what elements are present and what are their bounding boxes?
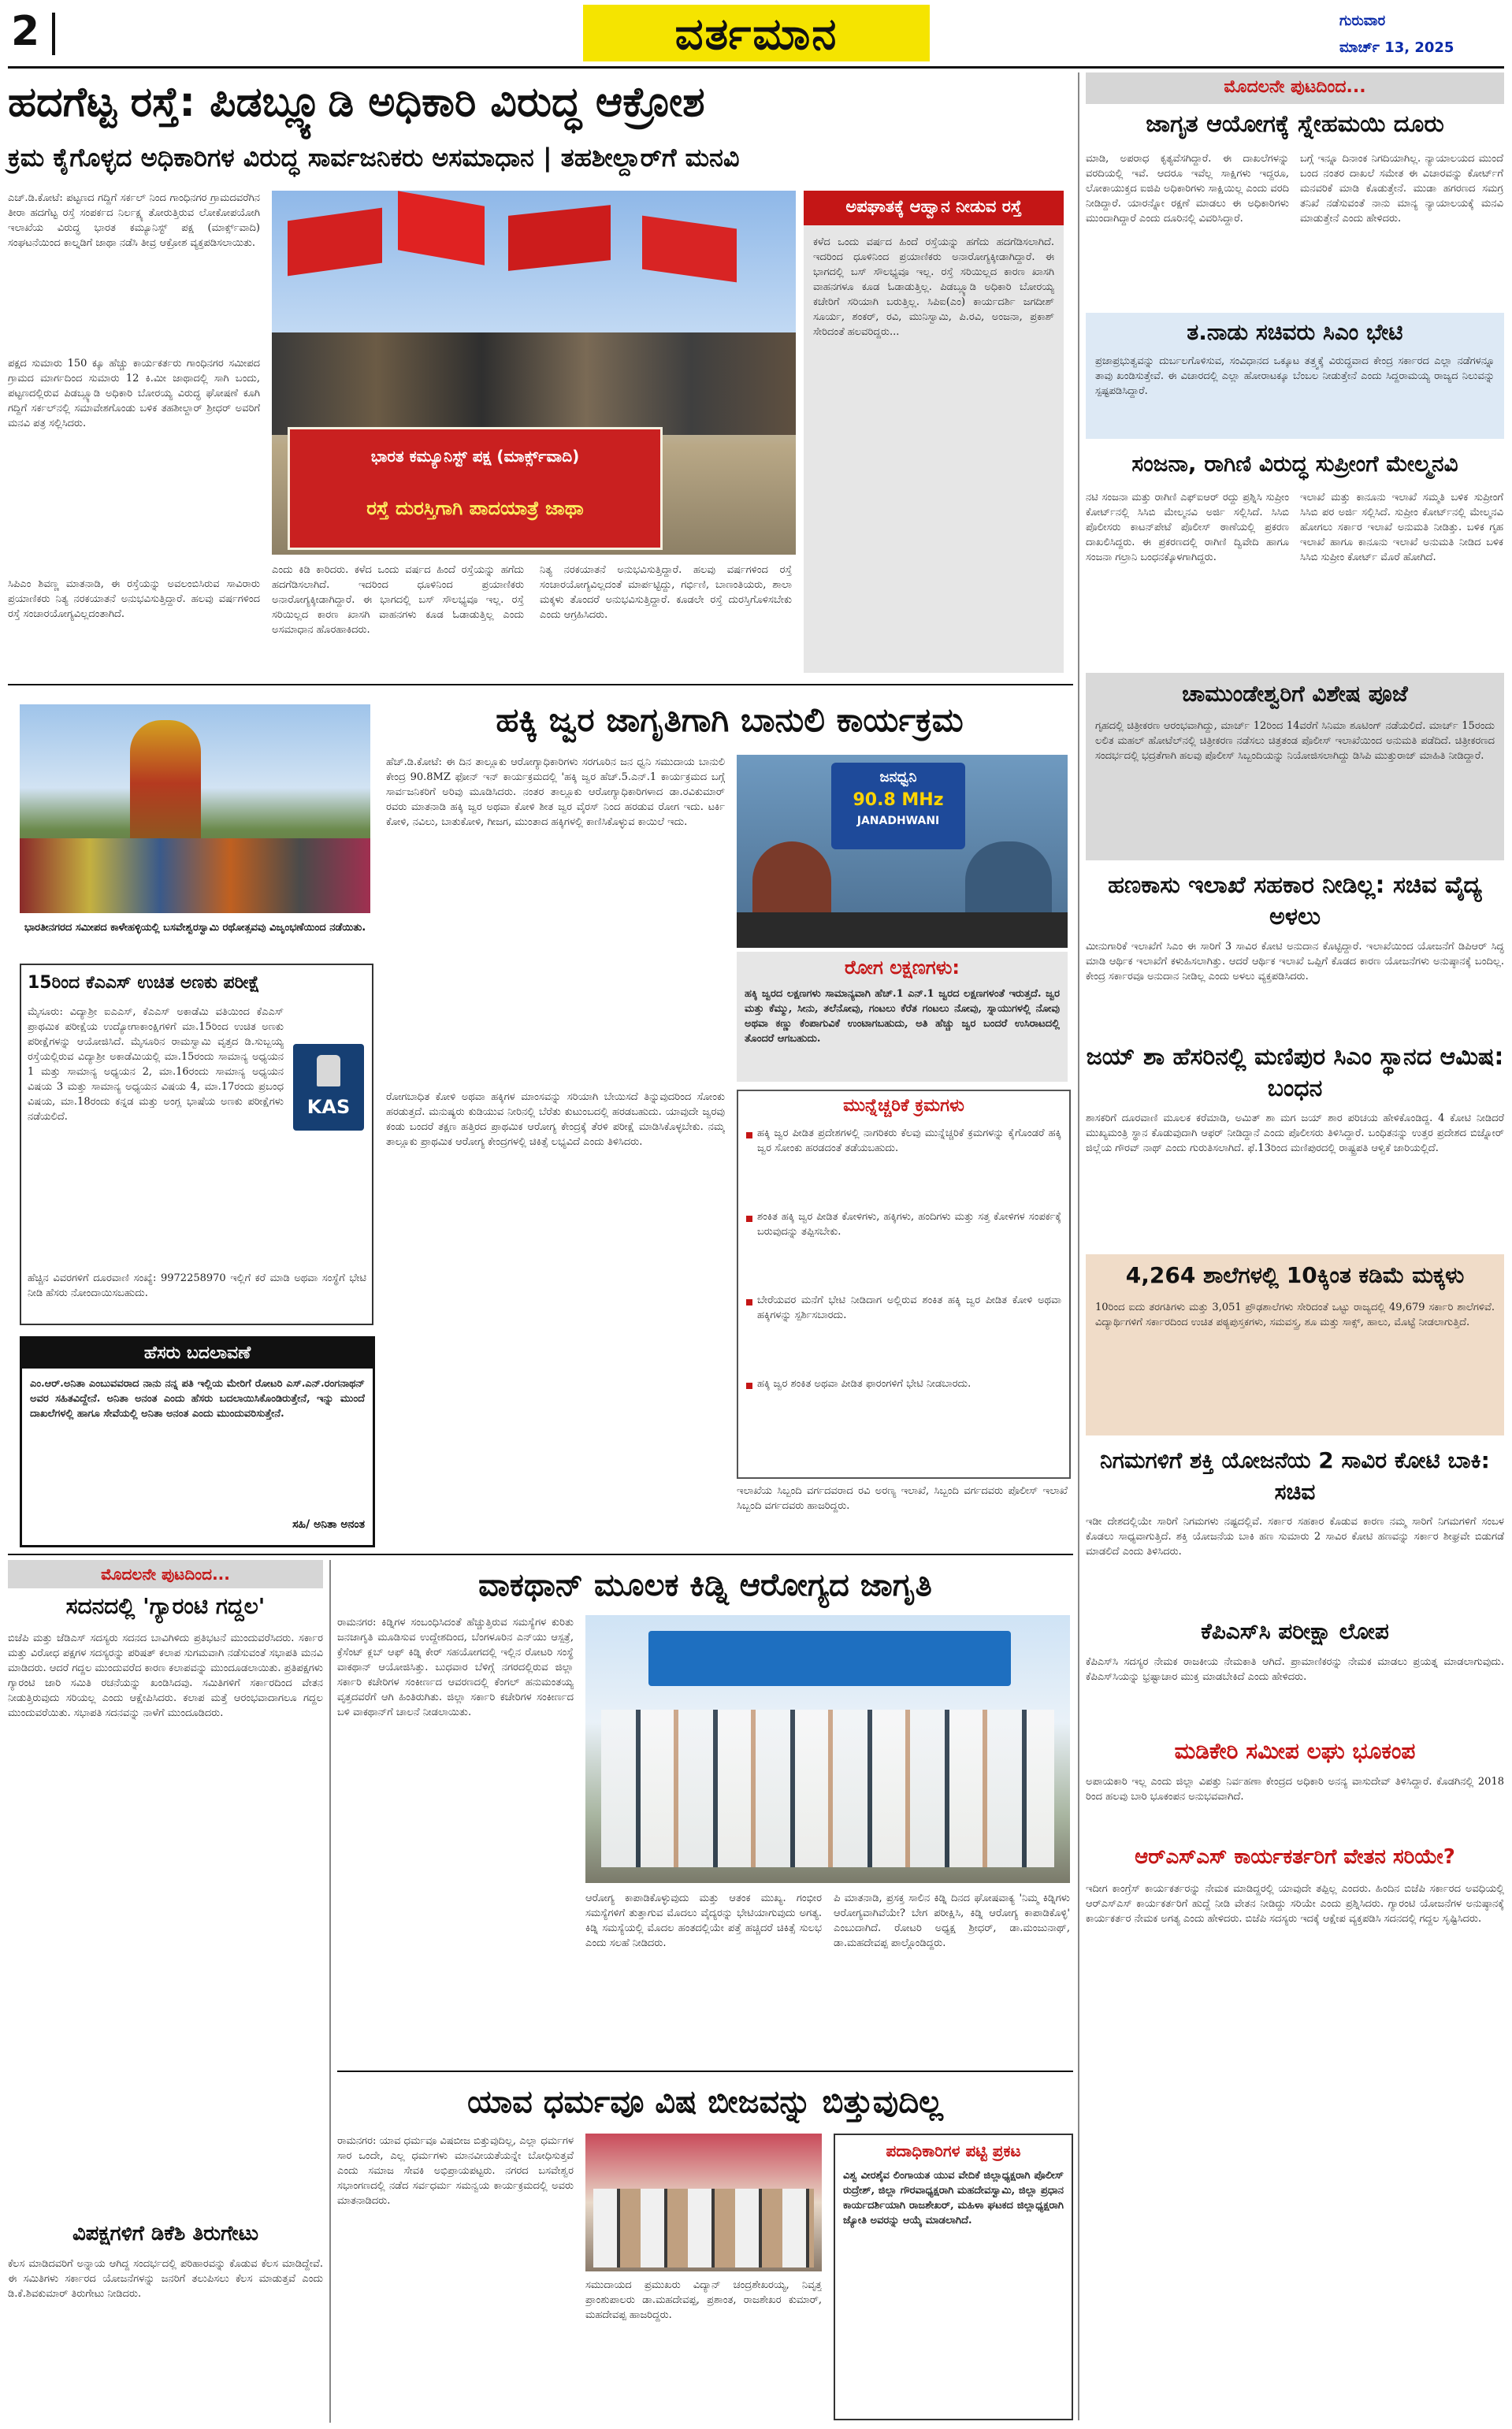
page-number: 2 <box>11 8 40 55</box>
lead-col-4: ಎಂದು ಕಿಡಿ ಕಾರಿದರು. ಕಳೆದ ಒಂದು ವರ್ಷದ ಹಿಂದೆ ರಸ್ತೆಯನ್ನು ಹಗೆದು ಹದಗೆಡಿಸಲಾಗಿದೆ. ಇದರಿಂದ ಧೂಳಿನಿಂದ ಪ್ರಯಾಣಿಕರು ಅನಾರೋಗ್ಯಕ್ಕೀಡಾಗಿದ್ದಾರೆ. ಈ ಭಾಗದಲ್ಲಿ ಬಸ್ ಸೌಲಭ್ಯವೂ ಇಲ್ಲ. ರಸ್ತೆ ಸರಿಯಿಲ್ಲದ ಕಾರಣ ಖಾಸಗಿ ವಾಹನಗಳು ಕೂಡ ಓಡಾಡುತ್ತಿಲ್ಲ ಎಂದು ಅಸಮಾಧಾನ ಹೊರಹಾಕಿದರು. <box>272 564 524 636</box>
religion-col-1: ರಾಮನಗರ: ಯಾವ ಧರ್ಮವೂ ವಿಷಬೀಜ ಬಿತ್ತುವುದಿಲ್ಲ, ಎಲ್ಲಾ ಧರ್ಮಗಳ ಸಾರ ಒಂದೇ, ಎಲ್ಲ ಧರ್ಮಗಳು ಮಾನವೀಯತೆಯನ್ನೇ ಬೋಧಿಸುತ್ತವೆ ಎಂದು ಸಮಾಜ ಸೇವಕಿ ಅಭಿಪ್ರಾಯಪಟ್ಟರು. ನಗರದ ಬಸವೇಶ್ವರ ಸಭಾಂಗಣದಲ್ಲಿ ನಡೆದ ಸರ್ವಧರ್ಮ ಸಮನ್ವಯ ಕಾರ್ಯಕ್ರಮದಲ್ಲಿ ಅವರು ಮಾತನಾಡಿದರು. <box>337 2135 574 2207</box>
walkathon-photo <box>585 1615 1070 1883</box>
walkathon-banner <box>648 1631 1011 1686</box>
precautions-title: ಮುನ್ನೆಚ್ಚರಿಕೆ ಕ್ರಮಗಳು <box>843 1096 964 1116</box>
sidebar-title: ಅಪಘಾತಕ್ಕೆ ಆಹ್ವಾನ ನೀಡುವ ರಸ್ತೆ <box>845 197 1022 216</box>
emblem-icon <box>317 1055 340 1086</box>
name-change-title: ಹೆಸರು ಬದಲಾವಣೆ <box>143 1343 251 1363</box>
masthead-rule <box>8 66 1504 69</box>
walkathon-col-2: ಆರೋಗ್ಯ ಕಾಪಾಡಿಕೊಳ್ಳುವುದು ಮತ್ತು ಆತಂಕ ಮುಖ್ಯ. ಗಂಭೀರ ಸಮಸ್ಯೆಗಳಿಗೆ ತುತ್ತಾಗುವ ಮೊದಲು ವೈದ್ಯರನ್ನು ಭೇಟಿಯಾಗುವುದು ಅಗತ್ಯ. ಕಿಡ್ನಿ ಸಮಸ್ಯೆಯಲ್ಲಿ ಮೊದಲ ಹಂತದಲ್ಲಿಯೇ ಪತ್ತೆ ಹಚ್ಚಿದರೆ ಚಿಕಿತ್ಸೆ ಸುಲಭ ಎಂದು ಸಲಹೆ ನೀಡಿದರು. <box>585 1892 822 1949</box>
finance-body: ಮೀನುಗಾರಿಕೆ ಇಲಾಖೆಗೆ ಸಿಎಂ ಈ ಸಾರಿಗೆ 3 ಸಾವಿರ ಕೋಟಿ ಅನುದಾನ ಕೊಟ್ಟಿದ್ದಾರೆ. ಇಲಾಖೆಯಿಂದ ಯೋಜನೆಗೆ ಡಿಪಿಆರ್ ಸಿದ್ಧ ಮಾಡಿ ಆರ್ಥಿಕ ಇಲಾಖೆಗೆ ಕಳುಹಿಸಲಾಗಿತ್ತು. ಆದರೆ ಆರ್ಥಿಕ ಇಲಾಖೆ ಒಪ್ಪಿಗೆ ಕೊಡದ ಕಾರಣ ಯೋಜನೆಗಳು ಅನುಷ್ಠಾನಕ್ಕೆ ಬಂದಿಲ್ಲ. ಕೇಂದ್ರ ಸರ್ಕಾರವೂ ಅನುದಾನ ನೀಡಿಲ್ಲ ಎಂದು ಅಳಲು ವ್ಯಕ್ತಪಡಿಸಿದರು. <box>1086 941 1504 982</box>
bullet-icon <box>746 1299 752 1305</box>
quake-body: ಅಪಾಯಕಾರಿ ಇಲ್ಲ ಎಂದು ಜಿಲ್ಲಾ ವಿಪತ್ತು ನಿರ್ವಹಣಾ ಕೇಂದ್ರದ ಅಧಿಕಾರಿ ಅನನ್ಯ ವಾಸುದೇವ್ ತಿಳಿಸಿದ್ದಾರೆ. ಕೊಡಗಿನಲ್ಲಿ 2018 ರಿಂದ ಹಲವು ಬಾರಿ ಭೂಕಂಪನ ಅನುಭವವಾಗಿದೆ. <box>1086 1776 1504 1803</box>
flag-1 <box>288 208 382 277</box>
tn-cm-title: ತ.ನಾಡು ಸಚಿವರು ಸಿಎಂ ಭೇಟಿ <box>1187 319 1403 345</box>
name-change-sign: ಸಹಿ/ ಅನಿತಾ ಅನಂತ <box>292 1518 365 1531</box>
banner-line-2: ರಸ್ತೆ ದುರಸ್ತಿಗಾಗಿ ಪಾದಯಾತ್ರೆ ಜಾಥಾ <box>366 497 584 519</box>
chariot <box>130 720 201 846</box>
chamundi-body: ಗೃಹದಲ್ಲಿ ಚಿತ್ರೀಕರಣ ಆರಂಭವಾಗಿದ್ದು, ಮಾರ್ಚ್ 12ರಿಂದ 14ವರೆಗೆ ಸಿನಿಮಾ ಶೂಟಿಂಗ್ ನಡೆಯಲಿದೆ. ಮಾರ್ಚ್ 15ರಂದು ಲಲಿತ ಮಹಲ್ ಹೋಟೆಲ್‌ನಲ್ಲಿ ಚಿತ್ರೀಕರಣ ನಡೆಸಲು ಚಿತ್ರತಂಡ ಪೊಲೀಸ್ ಇಲಾಖೆಯಿಂದ ಅನುಮತಿ ಪಡೆದಿದೆ. ಚಿತ್ರೀಕರಣದ ಸಂದರ್ಭದಲ್ಲಿ ಭದ್ರತೆಗಾಗಿ ಹಲವು ಪೊಲೀಸ್ ಸಿಬ್ಬಂದಿಯನ್ನು ನಿಯೋಜಿಸಲಾಗಿದ್ದು ಡಿಸಿಪಿ ಮುತ್ತುರಾಜ್ ಮಾಹಿತಿ ನೀಡಿದ್ದಾರೆ. <box>1095 720 1495 762</box>
office-bearers-title: ಪದಾಧಿಕಾರಿಗಳ ಪಟ್ಟಿ ಪ್ರಕಟ <box>886 2141 1021 2160</box>
banner-line-1: ಭಾರತ ಕಮ್ಯೂನಿಸ್ಟ್ ಪಕ್ಷ (ಮಾರ್ಕ್ಸ್‌ವಾದಿ) <box>370 447 580 466</box>
bullet-icon <box>746 1216 752 1222</box>
continued-tag: ಮೊದಲನೇ ಪುಟದಿಂದ... <box>1224 77 1366 97</box>
precaution-2: ಶಂಕಿತ ಹಕ್ಕಿ ಜ್ವರ ಪೀಡಿತ ಕೋಳಿಗಳು, ಹಕ್ಕಿಗಳು, ಹಂದಿಗಳು ಮತ್ತು ಸತ್ತ ಕೋಳಿಗಳ ಸಂಪರ್ಕಕ್ಕೆ ಬರುವುದನ್ನು ತಪ್ಪಿಸಬೇಕು. <box>757 1211 1061 1238</box>
guarantee-tag: ಮೊದಲನೇ ಪುಟದಿಂದ... <box>101 1565 230 1584</box>
bird-flu-bottom: ಇಲಾಖೆಯ ಸಿಬ್ಬಂದಿ ವರ್ಗದವರಾದ ರವಿ ಅರಣ್ಯ ಇಲಾಖೆ, ಸಿಬ್ಬಂದಿ ವರ್ಗದವರು ಪೊಲೀಸ್ ಇಲಾಖೆ ಸಿಬ್ಬಂದಿ ವರ್ಗದವರು ಹಾಜರಿದ್ದರು. <box>737 1485 1068 1512</box>
bird-flu-headline: ಹಕ್ಕಿ ಜ್ವರ ಜಾಗೃತಿಗಾಗಿ ಬಾನುಲಿ ಕಾರ್ಯಕ್ರಮ <box>496 700 964 739</box>
page-number-divider <box>52 13 55 55</box>
kpsc-body: ಕೆಪಿಎಸ್‌ಸಿ ಸದಸ್ಯರ ನೇಮಕ ರಾಜಕೀಯ ನೇಮಕಾತಿ ಆಗಿದೆ. ಪ್ರಾಮಾಣಿಕರನ್ನು ನೇಮಕ ಮಾಡಲು ಪ್ರಯತ್ನ ಮಾಡಲಾಗುವುದು. ಕೆಪಿಎಸ್‌ಸಿಯನ್ನು ಭ್ರಷ್ಟಾಚಾರ ಮುಕ್ತ ಮಾಡಬೇಕಿದೆ ಎಂದು ಹೇಳಿದರು. <box>1086 1656 1504 1683</box>
kas-badge: KAS <box>306 1096 351 1118</box>
station-sign <box>831 763 965 849</box>
right-rail <box>1086 72 1504 2424</box>
lead-sidebar <box>804 191 1064 673</box>
precaution-3: ಬೇರೆಯವರ ಮನೆಗೆ ಭೇಟಿ ನೀಡಿದಾಗ ಅಲ್ಲಿರುವ ಶಂಕಿತ ಹಕ್ಕಿ ಜ್ವರ ಪೀಡಿತ ಕೋಳಿ ಅಥವಾ ಹಕ್ಕಿಗಳನ್ನು ಸ್ಪರ್ಶಿಸಬಾರದು. <box>757 1294 1061 1321</box>
lead-col-2: ಪಕ್ಷದ ಸುಮಾರು 150 ಕ್ಕೂ ಹೆಚ್ಚು ಕಾರ್ಯಕರ್ತರು ಗಾಂಧಿನಗರ ಸಮೀಪದ ಗ್ರಾಮದ ಮಾರ್ಗದಿಂದ ಸುಮಾರು 12 ಕಿ.ಮೀ ಜಾಥಾದಲ್ಲಿ ಸಾಗಿ ಬಂದು, ಪಟ್ಟಣದಲ್ಲಿರುವ ಪಿಡಬ್ಲ್ಯೂಡಿ ಅಧಿಕಾರಿ ಬೋರಯ್ಯ ವಿರುದ್ಧ ಘೋಷಣೆ ಕೂಗಿ ಗದ್ದಿಗೆ ಸರ್ಕಲ್‌ನಲ್ಲಿ ಸಮಾವೇಶಗೊಂಡು ಬಳಿಕ ತಹಶೀಲ್ದಾರ್ ಶ್ರೀಧರ್ ಅವರಿಗೆ ಮನವಿ ಪತ್ರ ಸಲ್ಲಿಸಿದರು. <box>8 358 260 429</box>
sanjana-col-2: ಇಲಾಖೆ ಮತ್ತು ಕಾನೂನು ಇಲಾಖೆ ಸಮ್ಮತಿ ಬಳಿಕ ಸುಪ್ರೀಂಗೆ ಸಿಸಿಬಿ ಪರ ಅರ್ಜಿ ಸಲ್ಲಿಸಿದೆ. ಸುಪ್ರೀಂ ಕೋರ್ಟ್‌ನಲ್ಲಿ ಮೇಲ್ಮನವಿ ಹೋಗಲು ಸರ್ಕಾರ ಇಲಾಖೆ ಅನುಮತಿ ನೀಡಿತ್ತು. ಬಳಿಕ ಗೃಹ ಇಲಾಖೆ ಹಾಗೂ ಕಾನೂನು ಇಲಾಖೆ ಅನುಮತಿ ನೀಡಿದ ಬಳಿಕ ಸಿಸಿಬಿ ಸುಪ್ರೀಂ ಕೋರ್ಟ್ ಮೊರೆ ಹೋಗಿದೆ. <box>1300 492 1503 563</box>
bullet-icon <box>746 1132 752 1138</box>
guarantee-title: ಸದನದಲ್ಲಿ 'ಗ್ಯಾರಂಟಿ ಗದ್ದಲ' <box>65 1593 266 1619</box>
lead-photo <box>272 191 796 555</box>
lead-col-1: ಎಚ್.ಡಿ.ಕೋಟೆ: ಪಟ್ಟಣದ ಗದ್ದಿಗೆ ಸರ್ಕಲ್ ನಿಂದ ಗಾಂಧಿನಗರ ಗ್ರಾಮದವರೆಗಿನ ತೀರಾ ಹದಗೆಟ್ಟ ರಸ್ತೆ ಸಂಪರ್ಕದ ನಿರ್ಲಕ್ಷ್ಯ ತೋರುತ್ತಿರುವ ಲೋಕೋಪಯೋಗಿ ಇಲಾಖೆಯ ವಿರುದ್ಧ ಭಾರತ ಕಮ್ಯೂನಿಸ್ಟ್ ಪಕ್ಷ (ಮಾರ್ಕ್ಸ್‌ವಾದಿ) ಸಂಘಟನೆಯಿಂದ ಕಾಲ್ನಡಿಗೆ ಜಾಥಾ ನಡೆಸಿ ತೀವ್ರ ಆಕ್ರೋಶ ವ್ಯಕ್ತಪಡಿಸಲಾಯಿತು. <box>8 192 260 249</box>
bullet-icon <box>746 1383 752 1389</box>
symptoms-body: ಹಕ್ಕಿ ಜ್ವರದ ಲಕ್ಷಣಗಳು ಸಾಮಾನ್ಯವಾಗಿ ಹೆಚ್.1 ಎನ್.1 ಜ್ವರದ ಲಕ್ಷಣಗಳಂತೆ ಇರುತ್ತದೆ. ಜ್ವರ ಮತ್ತು ಕೆಮ್ಮು, ಸೀನು, ತಲೆನೋವು, ಗಂಟಲು ಕೆರೆತ ಗಂಟಲು ನೋವು, ಸ್ನಾಯುಗಳಲ್ಲಿ ನೋವು ಅಥವಾ ಕಣ್ಣು ಕೆಂಪಾಗುವಿಕೆ ಉಂಟಾಗಬಹುದು, ಅತಿ ಹೆಚ್ಚು ಜ್ವರ ಬಂದರೆ ಉಸಿರಾಟದಲ್ಲಿ ತೊಂದರೆ ಆಗಬಹುದು. <box>745 988 1060 1045</box>
issue-day: ಗುರುವಾರ <box>1339 13 1386 29</box>
newspaper-name: ವರ್ತಮಾನ <box>674 9 838 60</box>
precautions-box <box>737 1090 1071 1479</box>
kas-body-top: ಮೈಸೂರು: ವಿದ್ಯಾಶ್ರೀ ಐಎಎಸ್, ಕೆಎಎಸ್ ಅಕಾಡೆಮಿ ವತಿಯಿಂದ ಕೆಎಎಸ್ ಪ್ರಾಥಮಿಕ ಪರೀಕ್ಷೆಯ ಉದ್ಯೋಗಾಕಾಂಕ್ಷಿಗಳಿಗೆ ಮಾ.15ರಿಂದ ಉಚಿತ ಅಣಕು ಪರೀಕ್ಷೆಗಳನ್ನು ಆಯೋಜಿಸಿದೆ. ಮೈಸೂರಿನ ರಾಮಸ್ವಾಮಿ ವೃತ್ತದ ಡಿ.ಸುಬ್ಬಯ್ಯ ರಸ್ತೆಯಲ್ಲಿರುವ ವಿದ್ಯಾಶ್ರೀ ಅಕಾಡೆಮಿಯಲ್ಲಿ ಮಾ.15ರಂದು ಸಾಮಾನ್ಯ ಅಧ್ಯಯನ 1 ಮತ್ತು ಸಾಮಾನ್ಯ ಅಧ್ಯಯನ 2, ಮಾ.16ರಂದು ಸಾಮಾನ್ಯ ಅಧ್ಯಯನ ವಿಷಯ 3 ಮತ್ತು ಸಾಮಾನ್ಯ ಅಧ್ಯಯನ ವಿಷಯ 4, ಮಾ.17ರಂದು ಪ್ರಬಂಧ ವಿಷಯ, ಮಾ.18ರಂದು ಕನ್ನಡ ಮತ್ತು ಅಂಗ್ಲ ಭಾಷೆಯ ಅಣಕು ಪರೀಕ್ಷೆಗಳು ನಡೆಯಲಿದೆ. <box>28 1006 284 1123</box>
bird-flu-story <box>386 692 1073 1551</box>
tn-cm-body: ಪ್ರಜಾಪ್ರಭುತ್ವವನ್ನು ದುರ್ಬಲಗೊಳಿಸುವ, ಸಂವಿಧಾನದ ಒಕ್ಕೂಟ ತತ್ತ್ವಕ್ಕೆ ವಿರುದ್ಧವಾದ ಕೇಂದ್ರ ಸರ್ಕಾರದ ಎಲ್ಲಾ ನಡೆಗಳನ್ನೂ ತಾವು ಖಂಡಿಸುತ್ತೇವೆ. ಈ ವಿಚಾರದಲ್ಲಿ ಎಲ್ಲಾ ಹೋರಾಟಕ್ಕೂ ಬೆಂಬಲ ನೀಡುತ್ತೇನೆ ಎಂದು ಸಿದ್ದರಾಮಯ್ಯ ರಾಜ್ಯದ ನಿಲುವನ್ನು ಸ್ಪಷ್ಟಪಡಿಸಿದ್ದಾರೆ. <box>1095 355 1495 397</box>
symptoms-title: ರೋಗ ಲಕ್ಷಣಗಳು: <box>844 956 960 979</box>
column-divider-right <box>1078 72 1079 2420</box>
left-column <box>8 692 382 1551</box>
vigilance-title: ಜಾಗೃತ ಆಯೋಗಕ್ಕೆ ಸ್ನೇಹಮಯಿ ದೂರು <box>1146 110 1444 138</box>
quake-title: ಮಡಿಕೇರಿ ಸಮೀಪ ಲಘು ಭೂಕಂಪ <box>1174 1738 1416 1764</box>
section-rule-2 <box>8 1554 1073 1555</box>
rss-body: ಇದೀಗ ಕಾಂಗ್ರೆಸ್ ಕಾರ್ಯಕರ್ತರನ್ನು ನೇಮಕ ಮಾಡಿದ್ದರಲ್ಲಿ ಯಾವುದೇ ತಪ್ಪಿಲ್ಲ ಎಂದರು. ಹಿಂದಿನ ಬಿಜೆಪಿ ಸರ್ಕಾರದ ಅವಧಿಯಲ್ಲಿ ಆರ್‌ಎಸ್‌ಎಸ್ ಕಾರ್ಯಕರ್ತರಿಗೆ ಹುದ್ದೆ ನೀಡಿ ವೇತನ ನೀಡಿದ್ದು ಸರಿಯೇ ಎಂದು ಪ್ರಶ್ನಿಸಿದರು. ಗ್ಯಾರಂಟಿ ಯೋಜನೆಗಳ ಅನುಷ್ಠಾನಕ್ಕೆ ಕಾರ್ಯಕರ್ತರ ನೇಮಕ ಅಗತ್ಯ ಎಂದು ಹೇಳಿದರು. ಬಿಜೆಪಿ ಸದಸ್ಯರು ಇದಕ್ಕೆ ಆಕ್ಷೇಪ ವ್ಯಕ್ತಪಡಿಸಿ ಸದನದಲ್ಲಿ ಗದ್ದಲ ಸೃಷ್ಟಿಸಿದರು. <box>1086 1883 1504 1925</box>
kas-logo <box>293 1044 364 1131</box>
symptoms-box <box>737 952 1068 1082</box>
protest-banner <box>288 427 663 550</box>
walkathon-headline: ವಾಕಥಾನ್ ಮೂಲಕ ಕಿಡ್ನಿ ಆರೋಗ್ಯದ ಜಾಗೃತಿ <box>478 1567 932 1603</box>
guarantee-body: ಬಿಜೆಪಿ ಮತ್ತು ಜೆಡಿಎಸ್ ಸದಸ್ಯರು ಸದನದ ಬಾವಿಗಿಳಿದು ಪ್ರತಿಭಟನೆ ಮುಂದುವರೆಸಿದರು. ಸರ್ಕಾರ ಮತ್ತು ವಿರೋಧ ಪಕ್ಷಗಳ ಸದಸ್ಯರನ್ನು ಪರಿಷತ್ ಕಲಾಪ ಸುಗಮವಾಗಿ ನಡೆಸುವಂತೆ ಸಭಾಪತಿ ಮನವಿ ಮಾಡಿದರು. ಆದರೆ ಗದ್ದಲ ಮುಂದುವರೆದ ಕಾರಣ ಕಲಾಪವನ್ನು ಮುಂದೂಡಲಾಯಿತು. ಪ್ರತಿಪಕ್ಷಗಳು ಗ್ಯಾರಂಟಿ ಜಾರಿ ಸಮಿತಿ ರಚನೆಯನ್ನು ಖಂಡಿಸಿದವು. ಸಮಿತಿಗಳಿಗೆ ಸರ್ಕಾರದಿಂದ ವೇತನ ನೀಡುತ್ತಿರುವುದು ಸರಿಯಲ್ಲ ಎಂದು ಆಕ್ಷೇಪಿಸಿದರು. ಕಲಾಪ ಮತ್ತೆ ಆರಂಭವಾದಾಗಲೂ ಗದ್ದಲ ಮುಂದುವರೆಯಿತು. ಸಭಾಪತಿ ಸದನವನ್ನು ನಾಳೆಗೆ ಮುಂದೂಡಿದರು. <box>8 1632 323 1719</box>
rss-title: ಆರ್‌ಎಸ್‌ಎಸ್ ಕಾರ್ಯಕರ್ತರಿಗೆ ವೇತನ ಸರಿಯೇ? <box>1135 1845 1455 1869</box>
flag-4 <box>642 216 737 283</box>
walkathon-col-1: ರಾಮನಗರ: ಕಿಡ್ನಿಗಳ ಸಂಬಂಧಿಸಿದಂತೆ ಹೆಚ್ಚುತ್ತಿರುವ ಸಮಸ್ಯೆಗಳ ಕುರಿತು ಜನಜಾಗೃತಿ ಮೂಡಿಸುವ ಉದ್ದೇಶದಿಂದ, ಬೆಂಗಳೂರಿನ ಎನ್‌ಯು ಆಸ್ಪತ್ರೆ, ಕ್ರೆಸೆಂಟ್ ಕ್ಲಬ್ ಆಫ್ ಕಿಡ್ನಿ ಕೇರ್ ಸಹಯೋಗದಲ್ಲಿ ಇಲ್ಲಿನ ರೋಟರಿ ಸಂಸ್ಥೆ ವಾಕಥಾನ್ ಆಯೋಜಿಸಿತ್ತು. ಬುಧವಾರ ಬೆಳಿಗ್ಗೆ ನಗರದಲ್ಲಿರುವ ಜಿಲ್ಲಾ ಸರ್ಕಾರಿ ಕಚೇರಿಗಳ ಸಂಕೀರ್ಣದ ಆವರಣದಲ್ಲಿ ಕೆಂಗಲ್ ಹನುಮಂತಯ್ಯ ವೃತ್ತದವರೆಗೆ ಆಗಿ ಹಿಂತಿರುಗಿತು. ಜಿಲ್ಲಾ ಸರ್ಕಾರಿ ಕಚೇರಿಗಳ ಸಂಕೀರ್ಣದ ಬಳಿ ವಾಕಥಾನ್‌ಗೆ ಚಾಲನೆ ನೀಡಲಾಯಿತು. <box>337 1617 574 1718</box>
religion-story <box>337 2077 1073 2423</box>
lead-story <box>8 72 1072 679</box>
crowd-festival <box>20 838 370 913</box>
lead-subhead: ಕ್ರಮ ಕೈಗೊಳ್ಳದ ಅಧಿಕಾರಿಗಳ ವಿರುದ್ಧ ಸಾರ್ವಜನಿಕರು ಅಸಮಾಧಾನ | ತಹಶೀಲ್ದಾರ್‌ಗೆ ಮನವಿ <box>8 143 740 173</box>
office-bearers-box <box>834 2134 1073 2420</box>
kas-box <box>20 964 373 1325</box>
radio-studio-photo <box>737 755 1068 948</box>
walkathon-story <box>337 1560 1073 2064</box>
guarantee-story <box>8 1560 323 2423</box>
office-bearers-body: ವಿಶ್ವ ವೀರಶೈವ ಲಿಂಗಾಯತ ಯುವ ವೇದಿಕೆ ಜಿಲ್ಲಾಧ್ಯಕ್ಷರಾಗಿ ಪೊಲೀಸ್ ರುದ್ರೇಶ್, ಜಿಲ್ಲಾ ಗೌರವಾಧ್ಯಕ್ಷರಾಗಿ ಮಹದೇವಸ್ವಾಮಿ, ಜಿಲ್ಲಾ ಪ್ರಧಾನ ಕಾರ್ಯದರ್ಶಿಯಾಗಿ ರಾಜಶೇಖರ್, ಮಹಿಳಾ ಘಟಕದ ಜಿಲ್ಲಾಧ್ಯಕ್ಷರಾಗಿ ಜ್ಯೋತಿ ಅವರನ್ನು ಆಯ್ಕೆ ಮಾಡಲಾಗಿದೆ. <box>843 2170 1064 2227</box>
section-rule-1 <box>8 684 1073 685</box>
name-change-body: ಎಂ.ಆರ್.ಅನಿತಾ ಎಂಬುವವರಾದ ನಾನು ನನ್ನ ಪತಿ ಇಲ್ಲಿಯ ಮೇರಿಗೆ ರೋಟರಿ ಎಸ್.ಎನ್.ರಂಗನಾಥನ್ ಅವರ ಸಹಿತವಿದ್ದೇನೆ. ಅನಿತಾ ಅನಂತ ಎಂದು ಹೆಸರು ಬದಲಾಯಿಸಿಕೊಂಡಿರುತ್ತೇನೆ, ಇನ್ನು ಮುಂದೆ ದಾಖಲೆಗಳಲ್ಲಿ ಹಾಗೂ ಸೇವೆಯಲ್ಲಿ ಅನಿತಾ ಅನಂತ ಎಂದು ಮುಂದುವರಿಸುತ್ತೇನೆ. <box>30 1378 365 1420</box>
chamundi-box <box>1086 673 1504 860</box>
finance-title: ಹಣಕಾಸು ಇಲಾಖೆ ಸಹಕಾರ ನೀಡಿಲ್ಲ: ಸಚಿವ ವೈದ್ಯ ಅಳಲು <box>1108 871 1482 930</box>
festival-caption: ಭಾರತೀನಗರದ ಸಮೀಪದ ಕಾಳೇಹಳ್ಳಿಯಲ್ಲಿ ಬಸವೇಶ್ವರಸ್ವಾಮಿ ರಥೋತ್ಸವವು ವಿಜೃಂಭಣೆಯಿಂದ ನಡೆಯಿತು. <box>24 922 366 934</box>
station-freq: 90.8 MHz <box>853 790 944 810</box>
lead-col-3: ಸಿಪಿಎಂ ಶಿವಣ್ಣ ಮಾತನಾಡಿ, ಈ ರಸ್ತೆಯನ್ನು ಅವಲಂಬಿಸಿರುವ ಸಾವಿರಾರು ಪ್ರಯಾಣಿಕರು ನಿತ್ಯ ನರಕಯಾತನೆ ಅನುಭವಿಸುತ್ತಿದ್ದಾರೆ. ಹಲವು ವರ್ಷಗಳಿಂದ ರಸ್ತೆ ಸಂಚಾರಯೋಗ್ಯವಿಲ್ಲದಂತಾಗಿದೆ. <box>8 578 260 620</box>
vigilance-col-2: ಬಗ್ಗೆ ಇನ್ನೂ ದಿನಾಂಕ ನಿಗದಿಯಾಗಿಲ್ಲ. ನ್ಯಾಯಾಲಯದ ಮುಂದೆ ಬಂದ ನಂತರ ದಾಖಲೆ ಸಮೇತ ಈ ವಿಚಾರವನ್ನು ಕೋರ್ಟ್‌ಗೆ ಮನವರಿಕೆ ಮಾಡಿ ಕೊಡುತ್ತೇನೆ. ಮುಡಾ ಹಗರಣದ ಸಮಗ್ರ ತನಿಖೆ ನಡೆಸುವಂತೆ ನಾನು ಮಾನ್ಯ ನ್ಯಾಯಾಲಯಕ್ಕೆ ಮನವಿ ಮಾಡುತ್ತೇನೆ ಎಂದು ಹೇಳಿದರು. <box>1300 153 1503 225</box>
schools-box <box>1086 1254 1504 1435</box>
lead-headline: ಹದಗೆಟ್ಟ ರಸ್ತೆ: ಪಿಡಬ್ಲ್ಯೂಡಿ ಅಧಿಕಾರಿ ವಿರುದ್ಧ ಆಕ್ರೋಶ <box>8 79 705 126</box>
shakti-title: ನಿಗಮಗಳಿಗೆ ಶಕ್ತಿ ಯೋಜನೆಯ 2 ಸಾವಿರ ಕೋಟಿ ಬಾಕಿ: ಸಚಿವ <box>1100 1447 1490 1505</box>
vigilance-col-1: ಮಾಡಿ, ಅಪರಾಧ ಕೃತ್ಯವೆಸಗಿದ್ದಾರೆ. ಈ ದಾಖಲೆಗಳನ್ನು ವರದಿಯಲ್ಲಿ ಇವೆ. ಆದರೂ ಇವೆಲ್ಲ ಸಾಕ್ಷಿಗಳು ಇದ್ದರೂ, ಲೋಕಾಯುಕ್ತದ ಐಜಿಪಿ ಅಧಿಕಾರಿಗಳು ಸಾಕ್ಷಿಯಿಲ್ಲ ಎಂದು ವರದಿ ನೀಡಿದ್ದಾರೆ. ಯಾರನ್ನೋ ರಕ್ಷಣೆ ಮಾಡಲು ಈ ಅಧಿಕಾರಿಗಳು ಮುಂದಾಗಿದ್ದಾರೆ ಎಂದು ದೂರಿನಲ್ಲಿ ವಿವರಿಸಿದ್ದಾರೆ. <box>1086 153 1289 225</box>
kpsc-title: ಕೆಪಿಎಸ್‌ಸಿ ಪರೀಕ್ಷಾ ಲೋಪ <box>1201 1618 1389 1644</box>
religion-photo <box>585 2134 822 2271</box>
schools-body: 10ರಿಂದ ಐದು ತರಗತಿಗಳು ಮತ್ತು 3,051 ಪ್ರೌಢಶಾಲೆಗಳು ಸೇರಿದಂತೆ ಒಟ್ಟು ರಾಜ್ಯದಲ್ಲಿ 49,679 ಸರ್ಕಾರಿ ಶಾಲೆಗಳಿವೆ. ವಿದ್ಯಾರ್ಥಿಗಳಿಗೆ ಸರ್ಕಾರದಿಂದ ಉಚಿತ ಪಠ್ಯಪುಸ್ತಕಗಳು, ಸಮವಸ್ತ್ರ, ಶೂ ಮತ್ತು ಸಾಕ್ಸ್, ಹಾಲು, ಮೊಟ್ಟೆ ನೀಡಲಾಗುತ್ತಿದೆ. <box>1095 1302 1495 1328</box>
sanjana-title: ಸಂಜನಾ, ರಾಗಿಣಿ ವಿರುದ್ಧ ಸುಪ್ರೀಂಗೆ ಮೇಲ್ಮನವಿ <box>1131 451 1458 477</box>
shah-title: ಜಯ್ ಶಾ ಹೆಸರಿನಲ್ಲಿ ಮಣಿಪುರ ಸಿಎಂ ಸ್ಥಾನದ ಆಮಿಷ: ಬಂಧನ <box>1086 1043 1504 1102</box>
lead-col-5: ನಿತ್ಯ ನರಕಯಾತನೆ ಅನುಭವಿಸುತ್ತಿದ್ದಾರೆ. ಹಲವು ವರ್ಷಗಳಿಂದ ರಸ್ತೆ ಸಂಚಾರಯೋಗ್ಯವಿಲ್ಲದಂತೆ ಮಾರ್ಪಟ್ಟಿದ್ದು, ಗರ್ಭಿಣಿ, ಬಾಣಂತಿಯರು, ಶಾಲಾ ಮಕ್ಕಳು ತೊಂದರೆ ಅನುಭವಿಸುತ್ತಿದ್ದಾರೆ. ಕೂಡಲೇ ರಸ್ತೆ ದುರಸ್ತಿಗೊಳಿಸಬೇಕು ಎಂದು ಆಗ್ರಹಿಸಿದರು. <box>540 564 792 621</box>
flag-3 <box>508 205 611 271</box>
participants-row <box>601 1710 1054 1867</box>
dks-title: ವಿಪಕ್ಷಗಳಿಗೆ ಡಿಕೆಶಿ ತಿರುಗೇಟು <box>72 2222 258 2245</box>
sanjana-col-1: ನಟಿ ಸಂಜನಾ ಮತ್ತು ರಾಗಿಣಿ ಎಫ್‌ಐಆರ್ ರದ್ದು ಪ್ರಶ್ನಿಸಿ ಸುಪ್ರೀಂ ಕೋರ್ಟ್‌ನಲ್ಲಿ ಸಿಸಿಬಿ ಮೇಲ್ಮನವಿ ಅರ್ಜಿ ಸಲ್ಲಿಸಿದೆ. ಸಿಸಿಬಿ ಪೊಲೀಸರು ಕಾಟನ್‌ಪೇಟೆ ಪೊಲೀಸ್ ಠಾಣೆಯಲ್ಲಿ ಪ್ರಕರಣ ದಾಖಲಿಸಿದ್ದರು. ಈ ಪ್ರಕರಣದಲ್ಲಿ ರಾಗಿಣಿ ದ್ವಿವೇದಿ ಹಾಗೂ ಸಂಜನಾ ಗಲ್ರಾನಿ ಬಂಧನಕ್ಕೊಳಗಾಗಿದ್ದರು. <box>1086 492 1289 563</box>
column-divider-bottom <box>329 1560 331 2423</box>
section-rule-3 <box>337 2071 1073 2072</box>
shakti-body: ಇಡೀ ದೇಶದಲ್ಲಿಯೇ ಸಾರಿಗೆ ನಿಗಮಗಳು ನಷ್ಟದಲ್ಲಿವೆ. ಸರ್ಕಾರ ಸಹಕಾರ ಕೊಡುವ ಕಾರಣ ನಮ್ಮ ಸಾರಿಗೆ ನಿಗಮಗಳಿಗೆ ಸಂಬಳ ಕೊಡಲು ಸಾಧ್ಯವಾಗುತ್ತಿದೆ. ಶಕ್ತಿ ಯೋಜನೆಯ ಬಾಕಿ ಹಣ ಸುಮಾರು 2 ಸಾವಿರ ಕೋಟಿ ಹಣವನ್ನು ಸರ್ಕಾರ ಶೀಘ್ರವೇ ಬಿಡುಗಡೆ ಮಾಡಲಿದೆ ಎಂದು ತಿಳಿಸಿದರು. <box>1086 1516 1504 1558</box>
schools-title: 4,264 ಶಾಲೆಗಳಲ್ಲಿ 10ಕ್ಕಿಂತ ಕಡಿಮೆ ಮಕ್ಕಳು <box>1125 1262 1465 1288</box>
station-name: ಜನಧ್ವನಿ <box>879 769 917 786</box>
chamundi-title: ಚಾಮುಂಡೇಶ್ವರಿಗೆ ವಿಶೇಷ ಪೂಜೆ <box>1182 681 1408 707</box>
issue-date: ಮಾರ್ಚ್ 13, 2025 <box>1339 39 1454 56</box>
sidebar-body: ಕಳೆದ ಒಂದು ವರ್ಷದ ಹಿಂದೆ ರಸ್ತೆಯನ್ನು ಹಗೆದು ಹದಗೆಡಿಸಲಾಗಿದೆ. ಇದರಿಂದ ಧೂಳಿನಿಂದ ಪ್ರಯಾಣಿಕರು ಅನಾರೋಗ್ಯಕ್ಕೀಡಾಗಿದ್ದಾರೆ. ಈ ಭಾಗದಲ್ಲಿ ಬಸ್ ಸೌಲಭ್ಯವೂ ಇಲ್ಲ. ರಸ್ತೆ ಸರಿಯಿಲ್ಲದ ಕಾರಣ ಖಾಸಗಿ ವಾಹನಗಳೂ ಕೂಡ ಓಡಾಡುತ್ತಿಲ್ಲ. ಪಿಡಬ್ಲ್ಯೂಡಿ ಅಧಿಕಾರಿ ಬೋರಯ್ಯ ಕಚೇರಿಗೆ ಸರಿಯಾಗಿ ಬರುತ್ತಿಲ್ಲ. ಸಿಪಿಐ(ಎಂ) ಕಾರ್ಯದರ್ಶಿ ಜಗದೀಶ್ ಸೂರ್ಯ, ಶಂಕರ್, ರವಿ, ಮುನಿಸ್ವಾಮಿ, ಪಿ.ರವಿ, ಅಂಜನಾ, ಪ್ರಕಾಶ್ ಸೇರಿದಂತೆ ಹಲವರಿದ್ದರು... <box>813 236 1054 338</box>
kas-title: 15ರಿಂದ ಕೆಎಎಸ್ ಉಚಿತ ಅಣಕು ಪರೀಕ್ಷೆ <box>28 973 260 993</box>
precaution-1: ಹಕ್ಕಿ ಜ್ವರ ಪೀಡಿತ ಪ್ರದೇಶಗಳಲ್ಲಿ ನಾಗರಿಕರು ಕೆಲವು ಮುನ್ನೆಚ್ಚರಿಕೆ ಕ್ರಮಗಳನ್ನು ಕೈಗೊಂಡರೆ ಹಕ್ಕಿ ಜ್ವರ ಸೋಂಕು ಹರಡದಂತೆ ತಡೆಯಬಹುದು. <box>757 1127 1061 1154</box>
tn-cm-box <box>1086 313 1504 439</box>
precaution-4: ಹಕ್ಕಿ ಜ್ವರ ಶಂಕಿತ ಅಥವಾ ಪೀಡಿತ ಫಾರಂಗಳಿಗೆ ಭೇಟಿ ನೀಡಬಾರದು. <box>757 1378 971 1390</box>
stage-people <box>593 2189 814 2267</box>
desk <box>737 912 1068 948</box>
dks-body: ಕೆಲಸ ಮಾಡಿದವರಿಗೆ ಅನ್ನಾಯ ಆಗಿದ್ದ ಸಂದರ್ಭದಲ್ಲಿ ಪರಿಹಾರವನ್ನು ಕೊಡುವ ಕೆಲಸ ಮಾಡಿದ್ದೇವೆ. ಈ ಸಮಿತಿಗಳು ಸರ್ಕಾರದ ಯೋಜನೆಗಳನ್ನು ಜನರಿಗೆ ತಲುಪಿಸಲು ಕೆಲಸ ಮಾಡುತ್ತವೆ ಎಂದು ಡಿ.ಕೆ.ಶಿವಕುಮಾರ್ ತಿರುಗೇಟು ನೀಡಿದರು. <box>8 2258 323 2300</box>
flag-2 <box>398 191 485 265</box>
kas-contact: ಹೆಚ್ಚಿನ ವಿವರಗಳಿಗೆ ದೂರವಾಣಿ ಸಂಖ್ಯೆ: 9972258970 ಇಲ್ಲಿಗೆ ಕರೆ ಮಾಡಿ ಅಥವಾ ಸಂಸ್ಥೆಗೆ ಭೇಟಿ ನೀಡಿ ಹೆಸರು ನೋಂದಾಯಿಸಬಹುದು. <box>28 1272 366 1299</box>
walkathon-col-3: ಪಿ ಮಾತನಾಡಿ, ಪ್ರಸಕ್ತ ಸಾಲಿನ ಕಿಡ್ನಿ ದಿನದ ಘೋಷವಾಕ್ಯ 'ನಿಮ್ಮ ಕಿಡ್ನಿಗಳು ಆರೋಗ್ಯವಾಗಿವೆಯೇ? ಬೇಗ ಪರೀಕ್ಷಿಸಿ, ಕಿಡ್ನಿ ಆರೋಗ್ಯ ಕಾಪಾಡಿಕೊಳ್ಳಿ' ಎಂಬುದಾಗಿದೆ. ರೋಟರಿ ಅಧ್ಯಕ್ಷ ಶ್ರೀಧರ್, ಡಾ.ಮಂಜುನಾಥ್, ಡಾ.ಮಹದೇವಪ್ಪ ಪಾಲ್ಗೊಂಡಿದ್ದರು. <box>834 1892 1070 1949</box>
station-en: JANADHWANI <box>856 815 940 827</box>
bird-flu-col-2: ರೋಗಬಾಧಿತ ಕೋಳಿ ಅಥವಾ ಹಕ್ಕಿಗಳ ಮಾಂಸವನ್ನು ಸರಿಯಾಗಿ ಬೇಯಿಸದೆ ತಿನ್ನುವುದರಿಂದ ಸೋಂಕು ಹರಡುತ್ತದೆ. ಮನುಷ್ಯರು ಕುಡಿಯುವ ನೀರಿನಲ್ಲಿ ಬೆರೆತು ಕುಟುಂಬದಲ್ಲಿ ಹರಡಬಹುದು. ಯಾವುದೇ ಜ್ವರವು ಕಂಡು ಬಂದರೆ ತಕ್ಷಣ ಹತ್ತಿರದ ಪ್ರಾಥಮಿಕ ಆರೋಗ್ಯ ಕೇಂದ್ರಕ್ಕೆ ತೆರಳಿ ಪರೀಕ್ಷೆ ಮಾಡಿಸಿಕೊಳ್ಳಬೇಕು. ನಮ್ಮ ತಾಲ್ಲೂಕು ಪ್ರಾಥಮಿಕ ಆರೋಗ್ಯ ಕೇಂದ್ರಗಳಲ್ಲಿ ಚಿಕಿತ್ಸೆ ಲಭ್ಯವಿದೆ ಎಂದು ತಿಳಿಸಿದರು. <box>386 1091 725 1148</box>
religion-col-2: ಸಮುದಾಯದ ಪ್ರಮುಖರು ವಿದ್ಯಾನ್ ಚಂದ್ರಶೇಖರಯ್ಯ, ನಿವೃತ್ತ ಪ್ರಾಂಶುಪಾಲರು ಡಾ.ಮಹದೇವಪ್ಪ, ಪ್ರಶಾಂತ, ರಾಜಶೇಖರ ಕುಮಾರ್, ಮಹದೇವಪ್ಪ ಹಾಜರಿದ್ದರು. <box>585 2279 822 2321</box>
bird-flu-col-1: ಹೆಚ್.ಡಿ.ಕೋಟೆ: ಈ ದಿನ ತಾಲ್ಲೂಕು ಆರೋಗ್ಯಾಧಿಕಾರಿಗಳು ಸರಗೂರಿನ ಜನ ಧ್ವನಿ ಸಮುದಾಯ ಬಾನುಲಿ ಕೇಂದ್ರ 90.8MZ ಫೋನ್ ಇನ್ ಕಾರ್ಯಕ್ರಮದಲ್ಲಿ 'ಹಕ್ಕಿ ಜ್ವರ ಹೆಚ್.5.ಎನ್.1 ಕಾರ್ಯಕ್ರಮದ ಬಗ್ಗೆ ಸಾರ್ವಜನಿಕರಿಗೆ ಅರಿವು ಮೂಡಿಸಿದರು. ನಂತರ ತಾಲ್ಲೂಕು ಆರೋಗ್ಯಾಧಿಕಾರಿಗಳಾದ ಡಾ.ರವಿಕುಮಾರ್ ರವರು ಮಾತನಾಡಿ ಹಕ್ಕಿ ಜ್ವರ ಅಥವಾ ಕೋಳಿ ಶೀತ ಜ್ವರ ವೈರಸ್ ನಿಂದ ಹರಡುವ ರೋಗ ಇದು. ಟರ್ಕಿ ಕೋಳಿ, ನವಿಲು, ಬಾತುಕೋಳಿ, ಗೀಜಗ, ಮುಂತಾದ ಹಕ್ಕಿಗಳಲ್ಲಿ ಕಾಣಿಸಿಕೊಳ್ಳುವ ಕಾಯಿಲೆ ಇದು. <box>386 756 725 828</box>
name-change-box <box>20 1336 375 1547</box>
shah-body: ಶಾಸಕರಿಗೆ ದೂರವಾಣಿ ಮೂಲಕ ಕರೆಮಾಡಿ, ಅಮಿತ್ ಶಾ ಮಗ ಜಯ್ ಶಾರ ಪರಿಚಯ ಹೇಳಿಕೊಂಡಿದ್ದ. 4 ಕೋಟಿ ನೀಡಿದರೆ ಮುಖ್ಯಮಂತ್ರಿ ಸ್ಥಾನ ಕೊಡುವುದಾಗಿ ಆಫರ್ ನೀಡಿದ್ದಾನೆ ಎಂದು ಪೊಲೀಸರು ತಿಳಿಸಿದ್ದಾರೆ. ಬಂಧಿತನನ್ನು ಉತ್ತರ ಪ್ರದೇಶದ ಬಿಜ್ನೋರ್ ಜಿಲ್ಲೆಯ ಗೌರವ್ ನಾಥ್ ಎಂದು ಗುರುತಿಸಲಾಗಿದೆ. ಫೆ.13ರಿಂದ ಮಣಿಪುರದಲ್ಲಿ ರಾಷ್ಟ್ರಪತಿ ಆಳ್ವಿಕೆ ಜಾರಿಯಲ್ಲಿದೆ. <box>1086 1112 1504 1154</box>
festival-photo <box>20 704 370 913</box>
crowd <box>272 332 796 435</box>
religion-headline: ಯಾವ ಧರ್ಮವೂ ವಿಷ ಬೀಜವನ್ನು ಬಿತ್ತುವುದಿಲ್ಲ <box>467 2084 943 2120</box>
masthead <box>0 0 1512 68</box>
